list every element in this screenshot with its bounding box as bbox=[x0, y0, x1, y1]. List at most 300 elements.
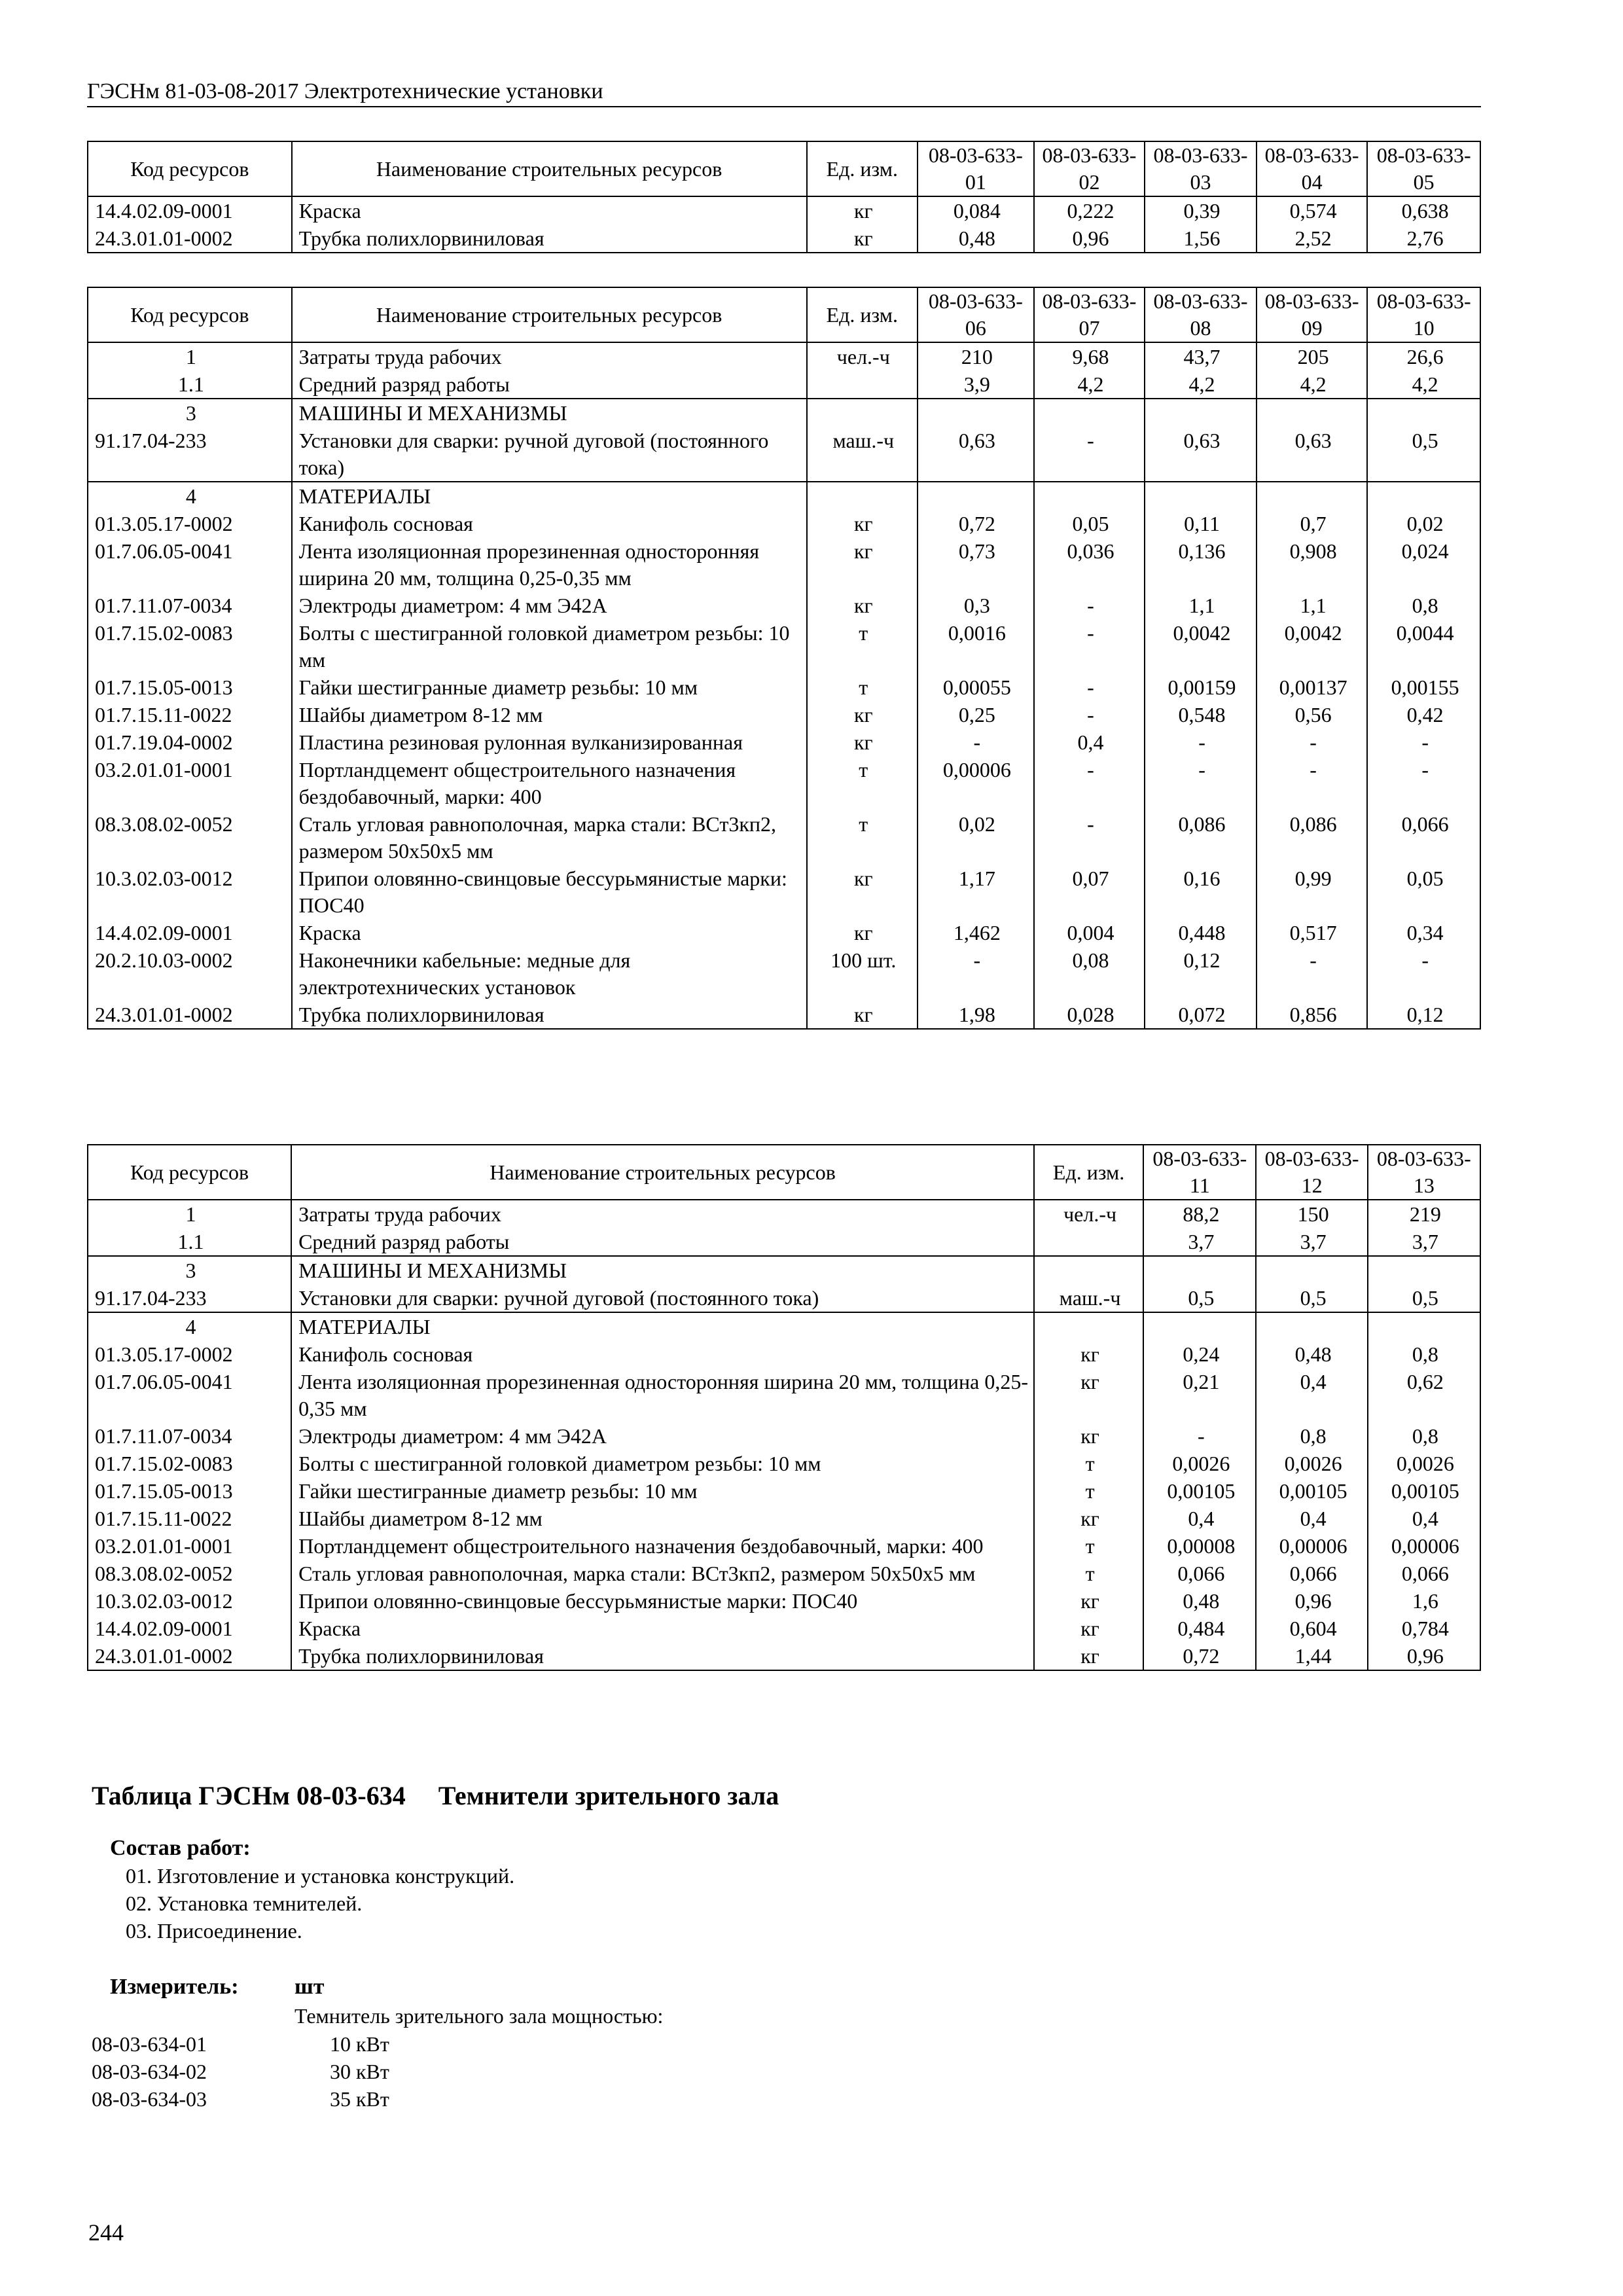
resource-value: 0,4 bbox=[1256, 1505, 1367, 1532]
column-header: Ед. изм. bbox=[807, 287, 918, 342]
resource-value: 0,96 bbox=[1034, 224, 1145, 253]
resource-unit: кг bbox=[1034, 1587, 1143, 1615]
resource-name: Средний разряд работы bbox=[292, 370, 807, 399]
resource-code: 01.7.15.05-0013 bbox=[88, 1477, 291, 1505]
resource-value: 0,63 bbox=[918, 427, 1034, 482]
measure-description: Темнитель зрительного зала мощностью: bbox=[294, 2004, 664, 2028]
resource-code: 08.3.08.02-0052 bbox=[88, 810, 292, 865]
resource-code: 20.2.10.03-0002 bbox=[88, 946, 292, 1001]
resource-name: Припои оловянно-свинцовые бессурьмянистые марки: ПОС40 bbox=[291, 1587, 1034, 1615]
resource-value: 0,4 bbox=[1143, 1505, 1256, 1532]
resource-code: 1.1 bbox=[88, 370, 292, 399]
resource-value: 26,6 bbox=[1367, 342, 1480, 370]
resource-name: МАТЕРИАЛЫ bbox=[292, 482, 807, 510]
resource-value bbox=[1257, 482, 1368, 510]
resource-value: 0,028 bbox=[1034, 1001, 1145, 1029]
resource-name: Шайбы диаметром 8-12 мм bbox=[291, 1505, 1034, 1532]
resource-value: 0,48 bbox=[1143, 1587, 1256, 1615]
resource-value: 0,784 bbox=[1368, 1615, 1480, 1642]
resource-value: 3,7 bbox=[1368, 1228, 1480, 1256]
resource-unit: кг bbox=[807, 919, 918, 946]
resource-value: 0,05 bbox=[1367, 865, 1480, 919]
resource-code: 01.7.11.07-0034 bbox=[88, 1422, 291, 1450]
resource-code: 03.2.01.01-0001 bbox=[88, 1532, 291, 1560]
resource-value: - bbox=[1034, 673, 1145, 701]
resource-value: 0,00006 bbox=[1256, 1532, 1367, 1560]
column-header: Код ресурсов bbox=[88, 287, 292, 342]
resource-value: 0,00055 bbox=[918, 673, 1034, 701]
resource-value: 1,98 bbox=[918, 1001, 1034, 1029]
resource-value: 0,5 bbox=[1256, 1284, 1367, 1312]
resource-value: - bbox=[1257, 946, 1368, 1001]
resource-value: 0,7 bbox=[1257, 510, 1368, 537]
resource-value: 0,0042 bbox=[1145, 619, 1257, 673]
resource-unit: кг bbox=[807, 537, 918, 592]
resource-unit: кг bbox=[1034, 1340, 1143, 1368]
resource-value: 0,63 bbox=[1145, 427, 1257, 482]
resource-value: 0,07 bbox=[1034, 865, 1145, 919]
table-header-row bbox=[88, 287, 1480, 342]
table-header-row bbox=[88, 1145, 1480, 1200]
column-header: 08-03-633-13 bbox=[1368, 1145, 1480, 1200]
column-header: Наименование строительных ресурсов bbox=[291, 1145, 1034, 1200]
resource-value: 0,448 bbox=[1145, 919, 1257, 946]
table-row bbox=[88, 196, 1480, 224]
column-header: 08-03-633-04 bbox=[1257, 141, 1368, 196]
resource-code: 24.3.01.01-0002 bbox=[88, 1001, 292, 1029]
resource-value: 219 bbox=[1368, 1200, 1480, 1228]
resource-value: 0,8 bbox=[1368, 1422, 1480, 1450]
resource-code: 01.7.15.11-0022 bbox=[88, 1505, 291, 1532]
resource-value bbox=[1034, 482, 1145, 510]
resource-value: 0,73 bbox=[918, 537, 1034, 592]
resource-value: - bbox=[1367, 728, 1480, 756]
resource-code: 3 bbox=[88, 399, 292, 427]
table-name: Темнители зрительного зала bbox=[438, 1781, 779, 1810]
resource-value: 0,34 bbox=[1367, 919, 1480, 946]
resource-value: 3,7 bbox=[1256, 1228, 1367, 1256]
resource-value: 1,1 bbox=[1257, 592, 1368, 619]
resource-value: 0,5 bbox=[1143, 1284, 1256, 1312]
resource-name: Краска bbox=[292, 196, 807, 224]
item-code: 08-03-634-01 bbox=[92, 2032, 207, 2056]
resource-value: 0,0026 bbox=[1143, 1450, 1256, 1477]
table-row bbox=[88, 399, 1480, 427]
resource-name: Наконечники кабельные: медные для электротехнических установок bbox=[292, 946, 807, 1001]
resource-unit: т bbox=[1034, 1477, 1143, 1505]
resource-name: МАТЕРИАЛЫ bbox=[291, 1312, 1034, 1340]
resource-unit: т bbox=[1034, 1532, 1143, 1560]
resource-unit bbox=[807, 370, 918, 399]
page-number: 244 bbox=[88, 2219, 124, 2246]
table-row bbox=[88, 701, 1480, 728]
resource-value: - bbox=[1257, 756, 1368, 810]
resource-value bbox=[1143, 1256, 1256, 1284]
resource-value: 0,62 bbox=[1368, 1368, 1480, 1422]
table-row bbox=[88, 1200, 1480, 1228]
column-header: Ед. изм. bbox=[1034, 1145, 1143, 1200]
resource-value: 0,604 bbox=[1256, 1615, 1367, 1642]
resource-value: 0,00008 bbox=[1143, 1532, 1256, 1560]
resource-code: 01.3.05.17-0002 bbox=[88, 1340, 291, 1368]
resource-name: Краска bbox=[291, 1615, 1034, 1642]
table-row bbox=[88, 865, 1480, 919]
work-item: 01. Изготовление и установка конструкций. bbox=[126, 1864, 515, 1888]
resource-name: Электроды диаметром: 4 мм Э42А bbox=[292, 592, 807, 619]
resource-unit: кг bbox=[807, 592, 918, 619]
resource-name: Портландцемент общестроительного назначения бездобавочный, марки: 400 bbox=[292, 756, 807, 810]
resource-unit bbox=[1034, 1256, 1143, 1284]
resource-value: 0,638 bbox=[1367, 196, 1480, 224]
resource-value: 0,3 bbox=[918, 592, 1034, 619]
resource-value: 0,72 bbox=[918, 510, 1034, 537]
resource-value: 3,9 bbox=[918, 370, 1034, 399]
resource-unit: кг bbox=[807, 224, 918, 253]
resource-name: Затраты труда рабочих bbox=[291, 1200, 1034, 1228]
resource-value: 0,12 bbox=[1145, 946, 1257, 1001]
resource-unit bbox=[807, 482, 918, 510]
resource-value bbox=[1256, 1312, 1367, 1340]
resource-code: 08.3.08.02-0052 bbox=[88, 1560, 291, 1587]
resource-value: 1,462 bbox=[918, 919, 1034, 946]
resource-code: 01.7.15.05-0013 bbox=[88, 673, 292, 701]
resource-value: 0,00105 bbox=[1143, 1477, 1256, 1505]
resource-value: 0,39 bbox=[1145, 196, 1257, 224]
resource-unit: кг bbox=[807, 510, 918, 537]
resource-value: - bbox=[1143, 1422, 1256, 1450]
resource-code: 24.3.01.01-0002 bbox=[88, 1642, 291, 1670]
resource-value: 2,76 bbox=[1367, 224, 1480, 253]
resource-value: 0,066 bbox=[1367, 810, 1480, 865]
resource-code: 14.4.02.09-0001 bbox=[88, 196, 292, 224]
resource-value: - bbox=[918, 946, 1034, 1001]
resource-value: 0,066 bbox=[1368, 1560, 1480, 1587]
resource-value: 0,00137 bbox=[1257, 673, 1368, 701]
resource-unit: т bbox=[1034, 1560, 1143, 1587]
resource-unit: т bbox=[807, 619, 918, 673]
resource-code: 01.7.15.11-0022 bbox=[88, 701, 292, 728]
table-row bbox=[88, 370, 1480, 399]
resource-value: 0,856 bbox=[1257, 1001, 1368, 1029]
resource-name: Установки для сварки: ручной дуговой (постоянного тока) bbox=[292, 427, 807, 482]
resource-code: 4 bbox=[88, 1312, 291, 1340]
resource-value: 0,16 bbox=[1145, 865, 1257, 919]
column-header: 08-03-633-09 bbox=[1257, 287, 1368, 342]
table-row bbox=[88, 1256, 1480, 1284]
item-value: 35 кВт bbox=[330, 2087, 389, 2111]
resource-value: 0,0042 bbox=[1257, 619, 1368, 673]
resource-value: 3,7 bbox=[1143, 1228, 1256, 1256]
resource-value: 0,0026 bbox=[1368, 1450, 1480, 1477]
resource-value: 0,00155 bbox=[1367, 673, 1480, 701]
resources-table-633-06-10 bbox=[87, 287, 1481, 1030]
resource-value bbox=[1034, 399, 1145, 427]
table-row bbox=[88, 673, 1480, 701]
resources-table-633-11-13 bbox=[87, 1144, 1481, 1671]
resource-value: 0,072 bbox=[1145, 1001, 1257, 1029]
resource-unit: кг bbox=[807, 196, 918, 224]
resource-value: 0,548 bbox=[1145, 701, 1257, 728]
resource-value: 0,036 bbox=[1034, 537, 1145, 592]
resource-value: 0,11 bbox=[1145, 510, 1257, 537]
resource-value: 0,00006 bbox=[918, 756, 1034, 810]
resource-value: - bbox=[1367, 946, 1480, 1001]
resource-value: - bbox=[1034, 756, 1145, 810]
table-label: Таблица ГЭСНм 08-03-634 bbox=[92, 1781, 406, 1810]
resource-value bbox=[1367, 399, 1480, 427]
resource-unit: кг bbox=[1034, 1368, 1143, 1422]
table-row bbox=[88, 1422, 1480, 1450]
table-row bbox=[88, 1312, 1480, 1340]
resource-value: 0,0044 bbox=[1367, 619, 1480, 673]
resource-value: 0,0016 bbox=[918, 619, 1034, 673]
resource-value: 0,4 bbox=[1368, 1505, 1480, 1532]
resource-unit bbox=[807, 399, 918, 427]
work-item: 02. Установка темнителей. bbox=[126, 1892, 363, 1915]
column-header: Ед. изм. bbox=[807, 141, 918, 196]
resource-value bbox=[918, 399, 1034, 427]
resource-unit: т bbox=[807, 756, 918, 810]
resource-value: 1,44 bbox=[1256, 1642, 1367, 1670]
resource-value: 0,00105 bbox=[1256, 1477, 1367, 1505]
table-row bbox=[88, 482, 1480, 510]
column-header: 08-03-633-07 bbox=[1034, 287, 1145, 342]
resource-value: 0,48 bbox=[1256, 1340, 1367, 1368]
resource-unit: кг bbox=[1034, 1615, 1143, 1642]
resource-value bbox=[1145, 482, 1257, 510]
measure-label: Измеритель: bbox=[110, 1975, 239, 1999]
resource-code: 03.2.01.01-0001 bbox=[88, 756, 292, 810]
resource-name: Затраты труда рабочих bbox=[292, 342, 807, 370]
resource-value: 0,5 bbox=[1367, 427, 1480, 482]
resource-value: 0,024 bbox=[1367, 537, 1480, 592]
resource-code: 24.3.01.01-0002 bbox=[88, 224, 292, 253]
table-row bbox=[88, 1642, 1480, 1670]
resource-value: 0,00159 bbox=[1145, 673, 1257, 701]
works-title: Состав работ: bbox=[110, 1836, 251, 1860]
resource-value: 0,086 bbox=[1145, 810, 1257, 865]
resource-value: 0,0026 bbox=[1256, 1450, 1367, 1477]
resource-value: 0,00006 bbox=[1368, 1532, 1480, 1560]
resource-value: 0,12 bbox=[1367, 1001, 1480, 1029]
table-row bbox=[88, 1228, 1480, 1256]
table-row bbox=[88, 946, 1480, 1001]
resource-code: 14.4.02.09-0001 bbox=[88, 1615, 291, 1642]
resource-value: - bbox=[1367, 756, 1480, 810]
resource-value: 210 bbox=[918, 342, 1034, 370]
item-value: 30 кВт bbox=[330, 2060, 389, 2083]
resource-unit: чел.-ч bbox=[1034, 1200, 1143, 1228]
resource-name: Краска bbox=[292, 919, 807, 946]
column-header: 08-03-633-11 bbox=[1143, 1145, 1256, 1200]
measure-unit: шт bbox=[294, 1975, 325, 1999]
resource-name: Средний разряд работы bbox=[291, 1228, 1034, 1256]
resource-value: 1,17 bbox=[918, 865, 1034, 919]
column-header: Код ресурсов bbox=[88, 1145, 291, 1200]
resource-name: Электроды диаметром: 4 мм Э42А bbox=[291, 1422, 1034, 1450]
resource-value: 0,00105 bbox=[1368, 1477, 1480, 1505]
resource-unit: т bbox=[807, 810, 918, 865]
resource-value: 0,25 bbox=[918, 701, 1034, 728]
resource-value: 0,4 bbox=[1256, 1368, 1367, 1422]
resource-value: 2,52 bbox=[1257, 224, 1368, 253]
column-header: 08-03-633-06 bbox=[918, 287, 1034, 342]
resource-value: 0,96 bbox=[1368, 1642, 1480, 1670]
resource-unit: кг bbox=[1034, 1422, 1143, 1450]
resource-name: Болты с шестигранной головкой диаметром резьбы: 10 мм bbox=[291, 1450, 1034, 1477]
work-item: 03. Присоединение. bbox=[126, 1919, 302, 1943]
resource-value: 0,02 bbox=[918, 810, 1034, 865]
resource-value: 4,2 bbox=[1145, 370, 1257, 399]
resource-code: 4 bbox=[88, 482, 292, 510]
resource-value: - bbox=[1034, 619, 1145, 673]
resource-value: 0,56 bbox=[1257, 701, 1368, 728]
column-header: 08-03-633-02 bbox=[1034, 141, 1145, 196]
page-header: ГЭСНм 81-03-08-2017 Электротехнические установки bbox=[87, 77, 1481, 107]
resource-code: 01.7.06.05-0041 bbox=[88, 1368, 291, 1422]
resource-unit: кг bbox=[807, 701, 918, 728]
resource-value: 0,24 bbox=[1143, 1340, 1256, 1368]
resource-unit: т bbox=[1034, 1450, 1143, 1477]
column-header: Код ресурсов bbox=[88, 141, 292, 196]
resource-name: Припои оловянно-свинцовые бессурьмянистые марки: ПОС40 bbox=[292, 865, 807, 919]
resource-value: 0,02 bbox=[1367, 510, 1480, 537]
resource-value: 0,8 bbox=[1256, 1422, 1367, 1450]
resource-name: Трубка полихлорвиниловая bbox=[292, 224, 807, 253]
resource-code: 01.7.06.05-0041 bbox=[88, 537, 292, 592]
table-row bbox=[88, 756, 1480, 810]
resource-value bbox=[1368, 1312, 1480, 1340]
table-row bbox=[88, 1587, 1480, 1615]
resource-code: 01.7.15.02-0083 bbox=[88, 619, 292, 673]
resource-value: 0,4 bbox=[1034, 728, 1145, 756]
resource-value: 0,48 bbox=[918, 224, 1034, 253]
resource-value: 0,99 bbox=[1257, 865, 1368, 919]
resource-value: - bbox=[918, 728, 1034, 756]
item-code: 08-03-634-02 bbox=[92, 2060, 207, 2083]
resource-value bbox=[918, 482, 1034, 510]
resource-value: 0,484 bbox=[1143, 1615, 1256, 1642]
table-row bbox=[88, 810, 1480, 865]
item-value: 10 кВт bbox=[330, 2032, 389, 2056]
resource-value: 0,8 bbox=[1368, 1340, 1480, 1368]
column-header: Наименование строительных ресурсов bbox=[292, 141, 807, 196]
resource-value: 9,68 bbox=[1034, 342, 1145, 370]
resource-unit: кг bbox=[807, 865, 918, 919]
resource-value: - bbox=[1034, 701, 1145, 728]
resource-code: 01.7.19.04-0002 bbox=[88, 728, 292, 756]
resource-code: 01.7.15.02-0083 bbox=[88, 1450, 291, 1477]
resource-name: Установки для сварки: ручной дуговой (постоянного тока) bbox=[291, 1284, 1034, 1312]
resource-value: 0,004 bbox=[1034, 919, 1145, 946]
resource-value bbox=[1257, 399, 1368, 427]
resource-value: 0,42 bbox=[1367, 701, 1480, 728]
resource-unit: кг bbox=[1034, 1642, 1143, 1670]
resource-code: 91.17.04-233 bbox=[88, 1284, 291, 1312]
resource-value: 0,72 bbox=[1143, 1642, 1256, 1670]
resource-value: 0,222 bbox=[1034, 196, 1145, 224]
table-row bbox=[88, 1340, 1480, 1368]
resource-value: 88,2 bbox=[1143, 1200, 1256, 1228]
resource-code: 10.3.02.03-0012 bbox=[88, 1587, 291, 1615]
table-row bbox=[88, 1001, 1480, 1029]
resource-value: 0,908 bbox=[1257, 537, 1368, 592]
table-row bbox=[88, 619, 1480, 673]
resource-value: 4,2 bbox=[1034, 370, 1145, 399]
table-row bbox=[88, 224, 1480, 253]
resource-unit bbox=[1034, 1228, 1143, 1256]
item-code: 08-03-634-03 bbox=[92, 2087, 207, 2111]
resource-value bbox=[1368, 1256, 1480, 1284]
table-row bbox=[88, 1284, 1480, 1312]
column-header: 08-03-633-03 bbox=[1145, 141, 1257, 196]
resource-value bbox=[1367, 482, 1480, 510]
table-row bbox=[88, 510, 1480, 537]
table-row bbox=[88, 342, 1480, 370]
column-header: 08-03-633-05 bbox=[1367, 141, 1480, 196]
resource-value: 0,21 bbox=[1143, 1368, 1256, 1422]
table-row bbox=[88, 1560, 1480, 1587]
column-header: Наименование строительных ресурсов bbox=[292, 287, 807, 342]
table-row bbox=[88, 427, 1480, 482]
resource-name: Трубка полихлорвиниловая bbox=[292, 1001, 807, 1029]
resource-value: 0,066 bbox=[1256, 1560, 1367, 1587]
resource-unit: кг bbox=[807, 728, 918, 756]
resource-value: - bbox=[1034, 810, 1145, 865]
resource-code: 10.3.02.03-0012 bbox=[88, 865, 292, 919]
table-row bbox=[88, 728, 1480, 756]
resource-name: Пластина резиновая рулонная вулканизированная bbox=[292, 728, 807, 756]
resource-code: 1.1 bbox=[88, 1228, 291, 1256]
resource-name: Сталь угловая равнополочная, марка стали: ВСт3кп2, размером 50х50х5 мм bbox=[292, 810, 807, 865]
resource-value: 0,96 bbox=[1256, 1587, 1367, 1615]
resource-name: Гайки шестигранные диаметр резьбы: 10 мм bbox=[292, 673, 807, 701]
table-row bbox=[88, 1477, 1480, 1505]
table-row bbox=[88, 1532, 1480, 1560]
resource-name: Шайбы диаметром 8-12 мм bbox=[292, 701, 807, 728]
table-row bbox=[88, 1450, 1480, 1477]
resource-name: Канифоль сосновая bbox=[291, 1340, 1034, 1368]
resource-value: 0,136 bbox=[1145, 537, 1257, 592]
resource-unit: кг bbox=[1034, 1505, 1143, 1532]
resource-value bbox=[1143, 1312, 1256, 1340]
resource-name: МАШИНЫ И МЕХАНИЗМЫ bbox=[291, 1256, 1034, 1284]
resource-unit: 100 шт. bbox=[807, 946, 918, 1001]
resource-unit bbox=[1034, 1312, 1143, 1340]
resource-value bbox=[1256, 1256, 1367, 1284]
table-row bbox=[88, 1505, 1480, 1532]
resource-name: Сталь угловая равнополочная, марка стали: ВСт3кп2, размером 50х50х5 мм bbox=[291, 1560, 1034, 1587]
resource-value: 0,086 bbox=[1257, 810, 1368, 865]
resource-value: 0,084 bbox=[918, 196, 1034, 224]
resource-value: 4,2 bbox=[1257, 370, 1368, 399]
table-header-row bbox=[88, 141, 1480, 196]
resource-value: 0,8 bbox=[1367, 592, 1480, 619]
table-row bbox=[88, 592, 1480, 619]
column-header: 08-03-633-10 bbox=[1367, 287, 1480, 342]
resource-name: Канифоль сосновая bbox=[292, 510, 807, 537]
resource-value: 4,2 bbox=[1367, 370, 1480, 399]
resource-value bbox=[1145, 399, 1257, 427]
resource-value: - bbox=[1034, 427, 1145, 482]
column-header: 08-03-633-08 bbox=[1145, 287, 1257, 342]
resource-name: Трубка полихлорвиниловая bbox=[291, 1642, 1034, 1670]
resource-value: - bbox=[1034, 592, 1145, 619]
resource-code: 1 bbox=[88, 1200, 291, 1228]
resource-value: - bbox=[1145, 756, 1257, 810]
resource-unit: чел.-ч bbox=[807, 342, 918, 370]
resource-code: 01.3.05.17-0002 bbox=[88, 510, 292, 537]
